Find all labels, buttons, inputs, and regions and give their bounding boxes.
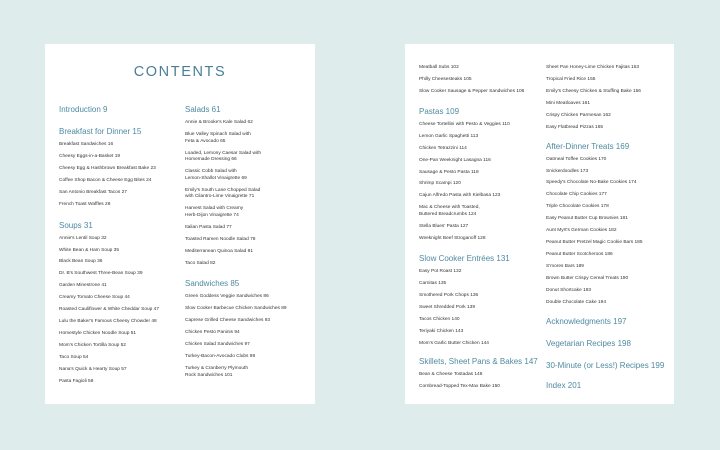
toc-entry: Aunt Myrt's German Cookies 182 <box>546 228 617 234</box>
toc-entry: Dr. B's Southwest Three-Bean Soup 39 <box>59 271 143 277</box>
toc-entry: Green Goddess Veggie Sandwiches 86 <box>185 294 269 300</box>
toc-section <box>546 381 672 391</box>
toc-entry: Easy Flatbread Pizzas 165 <box>546 124 604 130</box>
toc-entry: Peanut Butter Pretzel Magic Cookie Bars 185 <box>546 240 643 246</box>
toc-entry: Stella Blues' Pasta 127 <box>419 224 469 230</box>
toc-entry: Toasted Ramen Noodle Salad 78 <box>185 236 256 242</box>
toc-entry: Lemon Garlic Spaghetti 113 <box>419 133 479 139</box>
toc-entry: Pasta Fagioli 58 <box>59 379 94 385</box>
toc-section <box>185 105 313 267</box>
toc-entry: Mediterranean Quinoa Salad 81 <box>185 248 254 254</box>
section-heading: Vegetarian Recipes 198 <box>546 338 631 348</box>
toc-entry: Easy Pot Roast 132 <box>419 268 462 274</box>
toc-section <box>419 357 544 391</box>
section-heading: Index 201 <box>546 380 582 390</box>
toc-entry: Sweet Shredded Pork 139 <box>419 304 476 310</box>
toc-entry: Speedy's Chocolate No-Bake Cookies 174 <box>546 180 637 186</box>
section-heading: Sandwiches 85 <box>185 279 240 289</box>
section-heading: Introduction 9 <box>59 105 108 114</box>
toc-entry: Oatmeal Toffee Cookies 170 <box>546 156 607 162</box>
toc-entry: Cajun Alfredo Pasta with Kielbasa 123 <box>419 193 501 199</box>
toc-entry: Chicken Salad Sandwiches 97 <box>185 342 250 348</box>
section-items <box>419 269 544 348</box>
toc-entry: White Bean & Ham Soup 35 <box>59 247 119 253</box>
section-items <box>419 122 544 243</box>
toc-entry: Sheet Pan Honey-Lime Chicken Fajitas 153 <box>546 65 640 70</box>
toc-entry: Cornbread-Topped Tex-Max Bake 150 <box>419 384 500 390</box>
toc-entry: Taco Soup 54 <box>59 355 89 361</box>
toc-section <box>419 65 544 96</box>
toc-entry: Brown Butter Crispy Cereal Treats 190 <box>546 276 629 282</box>
toc-entry: Chicken Tetrazzini 114 <box>419 145 467 151</box>
toc-entry: Emily's South Lane Chopped Salad with Cilantro-Lime Vinaigrette 71 <box>185 187 261 200</box>
left-column-1 <box>59 105 179 386</box>
section-heading: Soups 31 <box>59 220 93 230</box>
toc-entry: Loaded, Lemony Caesar Salad with Homemade Dressing 66 <box>185 150 261 163</box>
toc-entry: Carnitas 135 <box>419 280 447 286</box>
contents-title: CONTENTS <box>133 64 227 80</box>
toc-section <box>419 107 544 243</box>
toc-entry: Tropical Fried Rice 155 <box>546 76 596 82</box>
toc-entry: One-Pan Weeknight Lasagna 116 <box>419 157 491 163</box>
toc-entry: Classic Cobb Salad with Lemon-Shallot Vinaigrette 69 <box>185 169 247 181</box>
toc-entry: Sausage & Pesto Pasta 118 <box>419 169 479 175</box>
section-items <box>419 372 544 391</box>
section-items <box>185 120 313 267</box>
toc-section <box>546 142 672 307</box>
section-items <box>546 65 672 132</box>
left-page <box>45 44 315 404</box>
toc-entry: Italian Pasta Salad 77 <box>185 224 232 230</box>
section-heading: Slow Cooker Entrées 131 <box>419 253 510 263</box>
toc-entry: Cheesy Egg & Hashbrown Breakfast Bake 23 <box>59 165 156 171</box>
toc-section <box>419 254 544 348</box>
toc-entry: Donut Shortcake 193 <box>546 288 592 294</box>
toc-entry: Peanut Butter Scotcheroos 186 <box>546 252 613 258</box>
toc-entry: Annie's Lentil Soup 32 <box>59 235 107 241</box>
toc-entry: San Antonio Breakfast Tacos 27 <box>59 189 127 195</box>
section-items <box>419 65 544 96</box>
toc-entry: Blue Valley Spinach Salad with Feta & Avocado 65 <box>185 131 251 144</box>
right-page <box>405 44 674 404</box>
toc-entry: French Toast Waffles 28 <box>59 201 111 207</box>
toc-entry: Mini Meatloaves 161 <box>546 100 590 106</box>
toc-entry: Shrimp Scampi 120 <box>419 181 461 187</box>
toc-entry: Turkey-Bacon-Avocado Clubs 98 <box>185 354 256 360</box>
toc-entry: Crispy Chicken Parmesan 162 <box>546 112 611 118</box>
toc-section <box>59 105 179 115</box>
toc-entry: Roasted Cauliflower & White Cheddar Soup 47 <box>59 307 159 313</box>
toc-entry: Chocolate Chip Cookies 177 <box>546 192 607 198</box>
toc-section <box>546 361 672 371</box>
toc-entry: Harvest Salad with Creamy Herb-Dijon Vinaigrette 74 <box>185 206 244 218</box>
section-items <box>59 142 179 209</box>
toc-entry: Cheesy Eggs-in-a-Basket 19 <box>59 153 121 159</box>
toc-entry: Mom's Garlic Butter Chicken 144 <box>419 340 489 346</box>
toc-entry: Slow Cooker Barbecue Chicken Sandwiches 89 <box>185 306 287 312</box>
section-heading: Salads 61 <box>185 105 221 114</box>
left-column-2 <box>185 105 313 380</box>
toc-entry: S'mores Bars 189 <box>546 264 584 270</box>
toc-section <box>185 279 313 379</box>
toc-entry: Snickerdoodles 173 <box>546 168 589 174</box>
toc-section <box>546 65 672 132</box>
toc-entry: Meatball Subs 102 <box>419 65 459 70</box>
toc-entry: Weeknight Beef Stroganoff 128 <box>419 236 486 242</box>
toc-entry: Taco Salad 82 <box>185 260 216 266</box>
toc-entry: Caprese Grilled Cheese Sandwiches 93 <box>185 318 271 324</box>
toc-entry: Mom's Chicken Tortilla Soup 52 <box>59 343 126 349</box>
toc-entry: Black Bean Soup 36 <box>59 259 103 265</box>
toc-section <box>59 221 179 386</box>
toc-entry: Creamy Tomato Cheese Soup 44 <box>59 295 130 301</box>
section-heading: Breakfast for Dinner 15 <box>59 127 142 136</box>
section-items <box>546 157 672 307</box>
toc-entry: Garden Minestrone 41 <box>59 283 107 289</box>
toc-entry: Coffee Shop Bacon & Cheese Egg Bites 24 <box>59 177 152 183</box>
toc-entry: Philly Cheesesteaks 105 <box>419 76 472 82</box>
toc-entry: Emily's Cheesy Chicken & Stuffing Bake 156 <box>546 88 641 94</box>
toc-entry: Slow Cooker Sausage & Pepper Sandwiches 106 <box>419 88 525 94</box>
toc-entry: Easy Peanut Butter Cup Brownies 181 <box>546 216 628 222</box>
section-heading: Acknowledgments 197 <box>546 316 627 326</box>
toc-entry: Tacos Chicken 140 <box>419 316 460 322</box>
section-heading: 30-Minute (or Less!) Recipes 199 <box>546 360 665 370</box>
toc-section <box>59 127 179 209</box>
toc-section <box>546 339 672 349</box>
section-items <box>185 294 313 379</box>
toc-entry: Homestyle Chicken Noodle Soup 51 <box>59 331 137 337</box>
toc-section <box>546 317 672 327</box>
toc-entry: Annie & Brooke's Kale Salad 62 <box>185 120 253 125</box>
right-column-2 <box>546 65 672 391</box>
toc-entry: Turkey & Cranberry Plymouth Rock Sandwiches 101 <box>185 366 249 378</box>
toc-entry: Mac & Cheese with Toasted, Buttered Breadcrumbs 124 <box>419 205 480 218</box>
toc-entry: Bean & Cheese Tostadas 148 <box>419 372 483 378</box>
toc-entry: Chicken Pesto Paninis 94 <box>185 330 240 336</box>
toc-entry: Lulu the Baker's Famous Cheesy Chowder 48 <box>59 319 157 325</box>
section-heading: Pastas 109 <box>419 106 460 116</box>
section-items <box>59 236 179 386</box>
toc-entry: Breakfast Sandwiches 16 <box>59 142 114 147</box>
toc-entry: Nana's Quick & Hearty Soup 57 <box>59 367 127 373</box>
toc-entry: Teriyaki Chicken 143 <box>419 328 464 334</box>
toc-entry: Double Chocolate Cake 194 <box>546 300 607 306</box>
section-heading: After-Dinner Treats 169 <box>546 141 630 151</box>
toc-entry: Smothered Pork Chops 136 <box>419 292 479 298</box>
right-column-1 <box>419 65 544 391</box>
toc-entry: Cheese Tortellini with Pesto & Veggies 110 <box>419 121 510 127</box>
toc-entry: Triple Chocolate Cookies 178 <box>546 204 609 210</box>
section-heading: Skillets, Sheet Pans & Bakes 147 <box>419 357 538 367</box>
